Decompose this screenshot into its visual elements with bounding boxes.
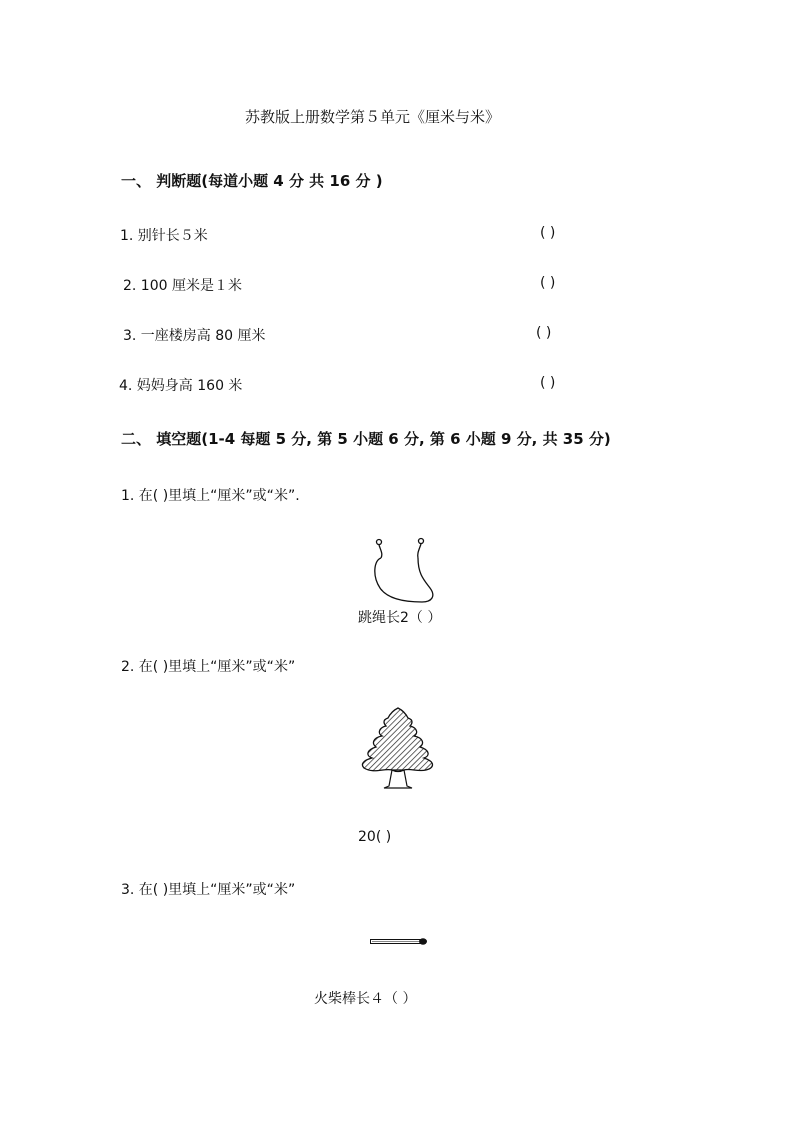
judge-question-2: 2. 100 厘米是１米 xyxy=(123,278,242,294)
matchstick-caption: 火柴棒长４（ ） xyxy=(314,991,417,1007)
judge-answer-blank-4[interactable]: ( ) xyxy=(540,375,556,391)
tree-picture xyxy=(358,706,438,790)
page-title: 苏教版上册数学第５单元《厘米与米》 xyxy=(245,108,501,126)
judge-answer-blank-2[interactable]: ( ) xyxy=(540,275,556,291)
judge-question-1: 1. 别针长５米 xyxy=(120,228,208,244)
fill-question-2: 2. 在( )里填上“厘米”或“米” xyxy=(121,659,296,675)
judge-question-4: 4. 妈妈身高 160 米 xyxy=(119,378,243,394)
tree-caption: 20( ) xyxy=(358,829,392,845)
section-2-heading: 二、 填空题(1-4 每题 5 分, 第 5 小题 6 分, 第 6 小题 9 分, 共 35 分) xyxy=(121,430,611,448)
judge-question-3: 3. 一座楼房高 80 厘米 xyxy=(123,328,266,344)
judge-answer-blank-3[interactable]: ( ) xyxy=(536,325,552,341)
jump-rope-picture xyxy=(360,536,440,608)
judge-answer-blank-1[interactable]: ( ) xyxy=(540,225,556,241)
fill-question-3: 3. 在( )里填上“厘米”或“米” xyxy=(121,882,296,898)
fill-question-1: 1. 在( )里填上“厘米”或“米”. xyxy=(121,488,300,504)
jump-rope-caption: 跳绳长2（ ） xyxy=(358,610,442,626)
section-1-heading: 一、 判断题(每道小题 4 分 共 16 分 ) xyxy=(121,172,383,190)
matchstick-picture xyxy=(370,937,428,947)
